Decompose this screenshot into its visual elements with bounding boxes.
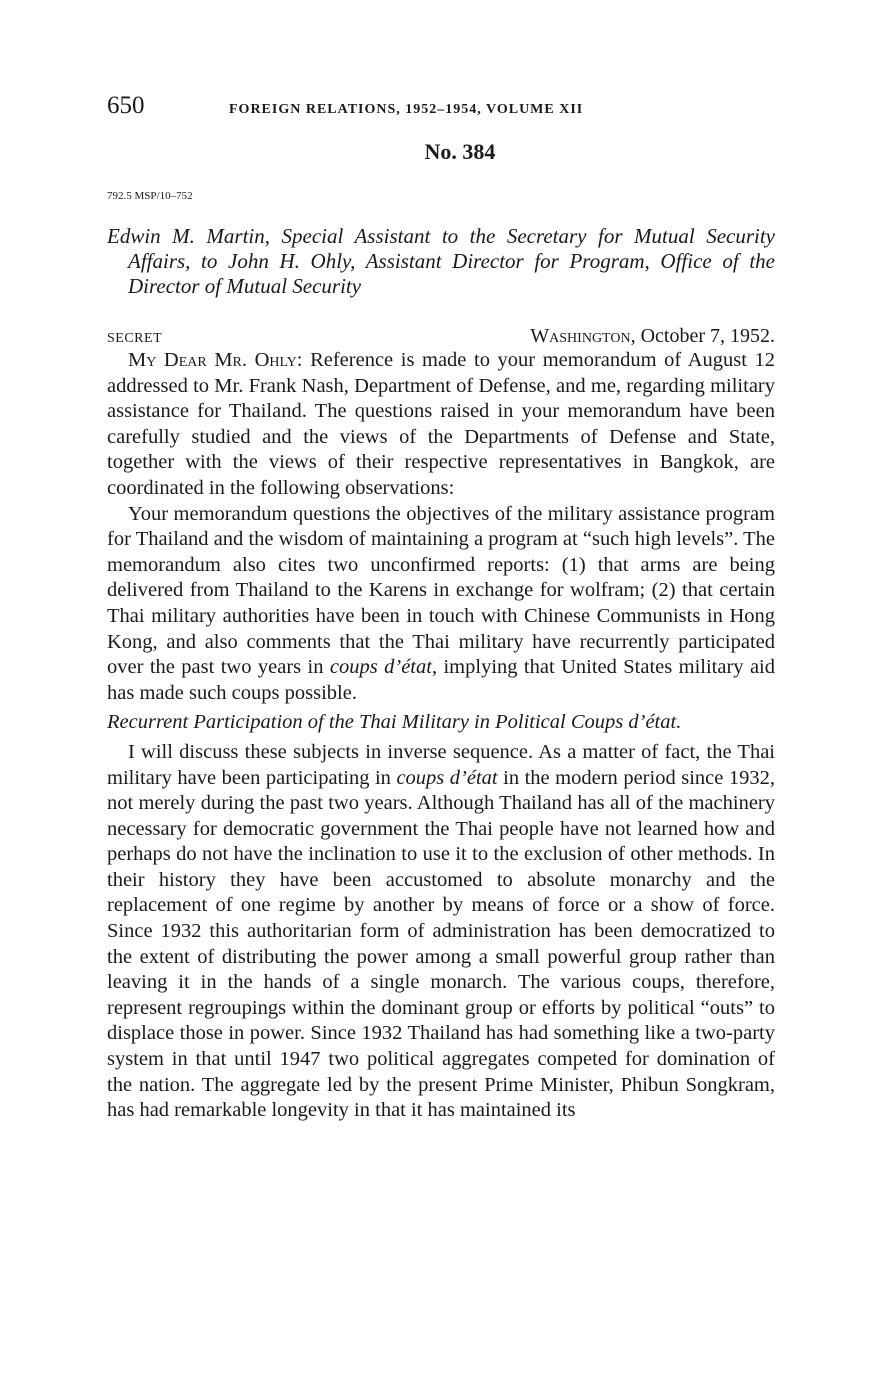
classification-label: SECRET	[107, 331, 163, 346]
paragraph-3-emphasis: coups d’état	[396, 766, 498, 789]
document-number: No. 384	[424, 139, 496, 164]
paragraph-2-text-b: , implying that United States military aid has made such coups possible.	[107, 656, 775, 704]
place-date	[530, 325, 775, 348]
running-head	[107, 92, 775, 126]
paragraph-1	[107, 348, 775, 502]
paragraph-2-emphasis: coups d’état	[329, 656, 432, 679]
paragraph-3-text-b: in the modern period since 1932, not merely during the past two years. Although Thailand has all of the machinery necessary for democratic government the Thai people have not learned how and perhaps do not have the inclination to use it to the exclusion of other methods. In their history they have been accustomed to absolute monarchy and the replacement of one regime by another by means of force or a show of force. Since 1932 this authoritarian form of administration has been democratized to the extent of distributing the power among a small powerful group rather than leaving it in the hands of a single monarch. The various coups, therefore, represent regroupings within the dominant group or efforts by political “outs” to displace those in power. Since 1932 Thailand has had something like a two-party system in that until 1947 two political aggregates competed for domination of the nation. The aggregate led by the present Prime Minister, Phibun Songkram, has had remarkable longevity in that it has maintained its	[107, 766, 775, 1122]
journal-title: FOREIGN RELATIONS, 1952–1954, VOLUME XII	[229, 102, 584, 117]
paragraph-1-text: : Reference is made to your memorandum of August 12 addressed to Mr. Frank Nash, Department of Defense, and me, regarding military assistance for Thailand. The questions raised in your memorandum have been carefully studied and the views of the Departments of Defense and State, together with the views of their respective representatives in Bangkok, are coordinated in the following observations:	[107, 349, 776, 499]
file-reference: 792.5 MSP/10–752	[107, 190, 193, 202]
section-subheading: Recurrent Participation of the Thai Military in Political Coups d’état.	[107, 711, 682, 734]
document-heading: Edwin M. Martin, Special Assistant to the Secretary for Mutual Security Affairs, to John H. Ohly, Assistant Director for Program, Office of the Director of Mutual Security	[107, 224, 775, 298]
page-number: 650	[107, 92, 145, 119]
paragraph-3-text-a: I will discuss these subjects in inverse sequence. As a matter of fact, the Thai military have been participating in	[107, 740, 775, 789]
dateline	[107, 325, 775, 348]
salutation: My Dear Mr. Ohly	[128, 349, 297, 371]
place-name: Washington	[530, 325, 631, 347]
paragraph-2	[107, 502, 775, 707]
paragraph-2-text-a: Your memorandum questions the objectives of the military assistance program for Thailand and the wisdom of maintaining a program at “such high levels”. The memorandum also cites two unconfirmed reports: (1) that arms are being delivered from Thailand to the Karens in exchange for wolfram; (2) that certain Thai military authorities have been in touch with Chinese Communists in Hong Kong, and also comments that the Thai military have recurrently participated over the past two years in	[107, 502, 775, 679]
letter-date: , October 7, 1952.	[630, 325, 775, 347]
document-page	[107, 92, 775, 1124]
paragraph-3	[107, 740, 775, 1124]
